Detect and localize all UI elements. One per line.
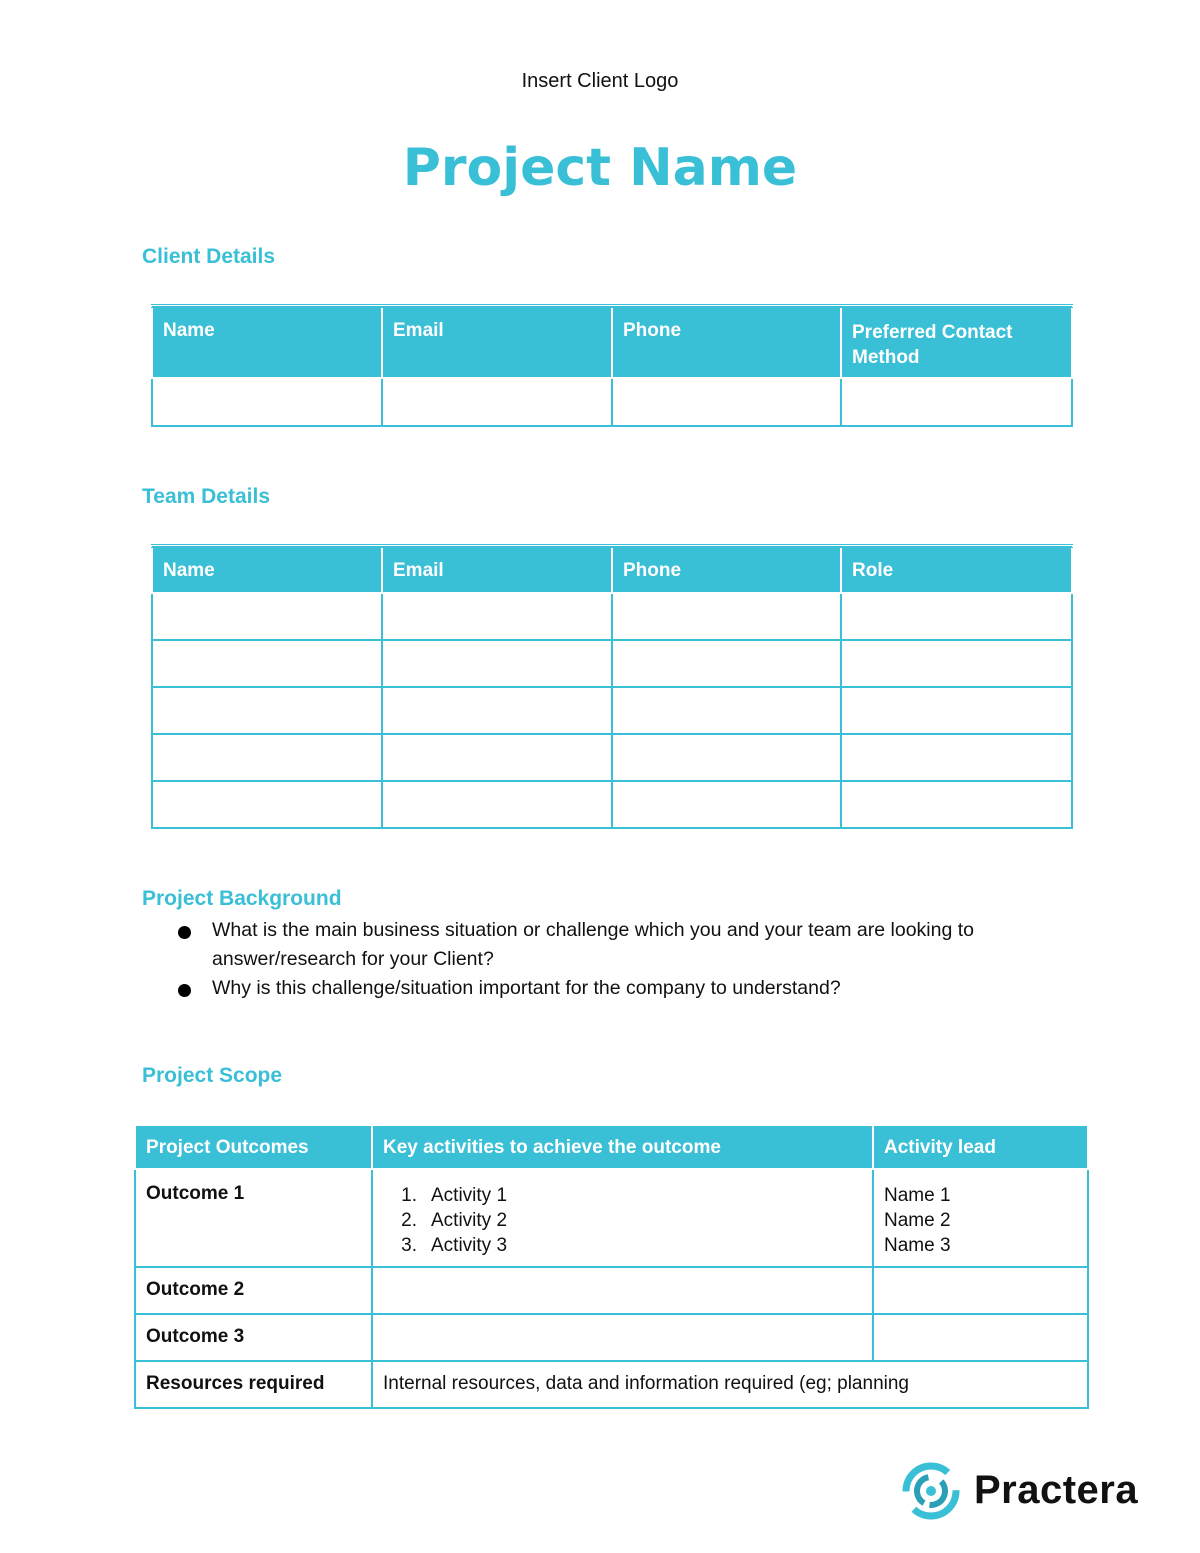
client-col-phone: Phone — [612, 306, 841, 378]
team-col-role: Role — [841, 546, 1072, 593]
scope-row — [135, 1169, 1088, 1267]
team-details-table — [151, 544, 1073, 829]
activity-cell[interactable] — [372, 1314, 873, 1361]
scope-col-activities: Key activities to achieve the outcome — [372, 1125, 873, 1169]
team-cell[interactable] — [382, 640, 612, 687]
team-cell[interactable] — [841, 640, 1072, 687]
team-cell[interactable] — [612, 687, 841, 734]
client-phone-cell[interactable] — [612, 378, 841, 426]
team-cell[interactable] — [612, 734, 841, 781]
lead-item: Name 2 — [884, 1210, 951, 1231]
bullet-item: Why is this challenge/situation important for the company to understand? — [172, 974, 1072, 1003]
client-email-cell[interactable] — [382, 378, 612, 426]
scope-row — [135, 1267, 1088, 1314]
resources-label: Resources required — [135, 1361, 372, 1408]
team-row — [152, 640, 1072, 687]
team-cell[interactable] — [612, 781, 841, 828]
client-col-contact-method: Preferred Contact Method — [841, 306, 1072, 378]
practera-swirl-logo-icon — [902, 1462, 960, 1520]
team-cell[interactable] — [382, 687, 612, 734]
activity-list — [383, 1183, 862, 1258]
project-background-heading: Project Background — [142, 887, 342, 910]
team-cell[interactable] — [841, 781, 1072, 828]
team-cell[interactable] — [841, 687, 1072, 734]
scope-col-outcomes: Project Outcomes — [135, 1125, 372, 1169]
resources-cell[interactable]: Internal resources, data and information required (eg; planning — [372, 1361, 1088, 1408]
brand-name: Practera — [974, 1468, 1139, 1512]
outcome-label: Outcome 2 — [135, 1267, 372, 1314]
project-scope-table — [134, 1124, 1089, 1409]
team-row — [152, 734, 1072, 781]
client-details-heading: Client Details — [142, 245, 276, 268]
bullet-item: What is the main business situation or challenge which you and your team are looking to answer/research for your Client? — [172, 916, 1072, 974]
team-details-heading: Team Details — [142, 485, 270, 508]
team-cell[interactable] — [841, 593, 1072, 640]
practera-brand — [902, 1460, 1172, 1520]
team-cell[interactable] — [152, 781, 382, 828]
document-title: Project Name — [402, 138, 798, 198]
lead-item: Name 3 — [884, 1235, 951, 1256]
team-cell[interactable] — [152, 687, 382, 734]
outcome-label: Outcome 1 — [135, 1169, 372, 1267]
outcome-label: Outcome 3 — [135, 1314, 372, 1361]
team-cell[interactable] — [612, 593, 841, 640]
client-details-table — [151, 304, 1073, 427]
team-cell[interactable] — [382, 781, 612, 828]
activity-item: 1. Activity 1 — [401, 1185, 508, 1206]
client-contact-method-cell[interactable] — [841, 378, 1072, 426]
lead-item: Name 1 — [884, 1185, 951, 1206]
project-scope-heading: Project Scope — [142, 1064, 283, 1087]
client-col-name: Name — [152, 306, 382, 378]
team-col-name: Name — [152, 546, 382, 593]
lead-cell[interactable] — [873, 1267, 1088, 1314]
activity-cell[interactable] — [372, 1169, 873, 1267]
lead-cell[interactable] — [873, 1314, 1088, 1361]
background-bullet-list — [172, 916, 1072, 1003]
lead-list — [884, 1183, 1077, 1258]
client-col-email: Email — [382, 306, 612, 378]
activity-cell[interactable] — [372, 1267, 873, 1314]
team-cell[interactable] — [152, 734, 382, 781]
scope-row — [135, 1361, 1088, 1408]
activity-item: 3. Activity 3 — [401, 1235, 508, 1256]
team-cell[interactable] — [382, 734, 612, 781]
team-row — [152, 781, 1072, 828]
client-name-cell[interactable] — [152, 378, 382, 426]
scope-col-lead: Activity lead — [873, 1125, 1088, 1169]
team-cell[interactable] — [152, 640, 382, 687]
scope-row — [135, 1314, 1088, 1361]
team-row — [152, 593, 1072, 640]
team-cell[interactable] — [612, 640, 841, 687]
team-row — [152, 687, 1072, 734]
team-cell[interactable] — [152, 593, 382, 640]
lead-cell[interactable] — [873, 1169, 1088, 1267]
team-col-email: Email — [382, 546, 612, 593]
team-col-phone: Phone — [612, 546, 841, 593]
activity-item: 2. Activity 2 — [401, 1210, 508, 1231]
team-cell[interactable] — [382, 593, 612, 640]
logo-placeholder: Insert Client Logo — [521, 70, 679, 92]
team-cell[interactable] — [841, 734, 1072, 781]
